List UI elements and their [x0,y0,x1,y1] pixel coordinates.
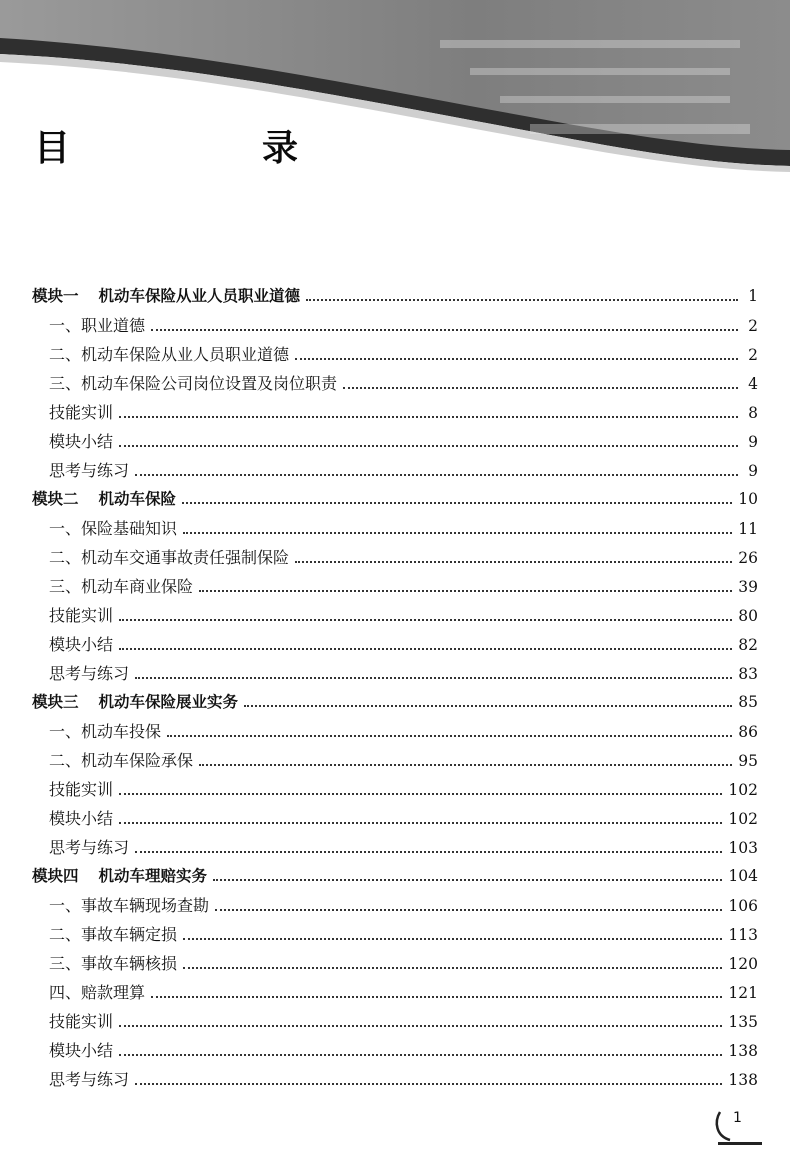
toc-page-number: 135 [728,1013,758,1031]
toc-leader-dots [135,850,722,853]
toc-module-number: 模块三 [32,693,79,711]
toc-entry-label: 模块小结 [49,432,114,451]
toc-page-number: 104 [728,867,758,885]
toc-entry-title [49,746,199,775]
toc-entry-title [49,514,183,543]
toc-page-number: 95 [738,752,758,770]
toc-leader-dots [135,1082,722,1085]
toc-entry-label: 模块小结 [49,809,114,828]
toc-entry-title [49,920,183,949]
toc-page-number: 9 [748,462,758,480]
toc-leader-dots [119,821,722,824]
toc-leader-dots [215,908,722,911]
toc-page-number: 121 [728,984,758,1002]
toc-section-entry [32,804,758,833]
toc-section-entry [32,1007,758,1036]
toc-entry-title [49,369,343,398]
toc-entry-label: 三、机动车保险公司岗位设置及岗位职责 [49,374,338,393]
toc-page-number: 85 [738,693,758,711]
toc-leader-dots [183,937,722,940]
toc-page-number: 39 [738,578,758,596]
toc-leader-dots [135,473,738,476]
toc-entry-label: 一、事故车辆现场查勘 [49,896,210,915]
toc-section-entry [32,833,758,862]
toc-entry-title [49,978,151,1007]
toc-page-number: 9 [748,433,758,451]
toc-section-entry [32,891,758,920]
toc-page-number: 11 [738,520,758,538]
toc-section-entry [32,920,758,949]
toc-entry-title [49,804,119,833]
toc-page-number: 80 [738,607,758,625]
toc-entry-title [49,1065,135,1094]
toc-section-entry [32,601,758,630]
toc-page-number: 102 [728,781,758,799]
toc-leader-dots [119,647,732,650]
toc-entry-title [49,1036,119,1065]
toc-entry-label: 机动车保险从业人员职业道德 [98,287,301,305]
toc-section-entry [32,717,758,746]
toc-page-number: 120 [728,955,758,973]
toc-module-number: 模块四 [32,867,79,885]
toc-page-number: 102 [728,810,758,828]
toc-leader-dots [151,328,738,331]
toc-entry-label: 一、机动车投保 [49,722,162,741]
table-of-contents [32,282,758,1094]
toc-entry-label: 技能实训 [49,1012,114,1031]
toc-leader-dots [183,531,732,534]
toc-page-number: 8 [748,404,758,422]
toc-section-entry [32,746,758,775]
toc-section-entry [32,572,758,601]
toc-entry-title [49,717,167,746]
toc-entry-title [49,601,119,630]
toc-entry-title [49,398,119,427]
toc-section-entry [32,949,758,978]
toc-leader-dots [182,501,732,504]
toc-section-entry [32,427,758,456]
toc-entry-title [32,282,306,311]
toc-entry-label: 三、事故车辆核损 [49,954,178,973]
toc-leader-dots [119,618,732,621]
toc-entry-title [32,688,244,717]
toc-page-number: 138 [728,1042,758,1060]
toc-entry-label: 模块小结 [49,635,114,654]
toc-section-entry [32,1036,758,1065]
toc-entry-title [49,775,119,804]
toc-module-entry [32,862,758,891]
toc-leader-dots [119,1024,722,1027]
toc-page-number: 83 [738,665,758,683]
toc-entry-label: 二、机动车保险承保 [49,751,194,770]
toc-entry-label: 二、机动车保险从业人员职业道德 [49,345,290,364]
toc-section-entry [32,659,758,688]
toc-module-number: 模块一 [32,287,79,305]
toc-leader-dots [167,734,732,737]
toc-entry-title [32,485,182,514]
toc-entry-label: 二、事故车辆定损 [49,925,178,944]
toc-entry-label: 思考与练习 [49,664,130,683]
toc-page-number: 103 [728,839,758,857]
toc-entry-label: 技能实训 [49,606,114,625]
toc-entry-label: 技能实训 [49,403,114,422]
toc-leader-dots [119,1053,722,1056]
toc-section-entry [32,1065,758,1094]
toc-entry-label: 机动车保险 [98,490,177,508]
toc-leader-dots [244,704,732,707]
toc-entry-title [49,340,295,369]
toc-section-entry [32,340,758,369]
toc-page-number: 2 [748,346,758,364]
toc-leader-dots [183,966,722,969]
toc-entry-title [49,427,119,456]
toc-page-number: 2 [748,317,758,335]
toc-section-entry [32,369,758,398]
toc-entry-label: 模块小结 [49,1041,114,1060]
toc-section-entry [32,456,758,485]
toc-page-number: 82 [738,636,758,654]
toc-page-number: 26 [738,549,758,567]
toc-section-entry [32,978,758,1007]
toc-section-entry [32,630,758,659]
toc-leader-dots [151,995,722,998]
toc-leader-dots [135,676,732,679]
toc-leader-dots [199,763,732,766]
toc-leader-dots [295,357,738,360]
toc-entry-title [49,630,119,659]
toc-entry-label: 一、职业道德 [49,316,146,335]
toc-leader-dots [119,792,722,795]
toc-entry-label: 思考与练习 [49,838,130,857]
toc-section-entry [32,543,758,572]
toc-page-number: 138 [728,1071,758,1089]
toc-leader-dots [199,589,732,592]
toc-entry-label: 二、机动车交通事故责任强制保险 [49,548,290,567]
toc-entry-label: 一、保险基础知识 [49,519,178,538]
toc-entry-label: 机动车理赔实务 [98,867,208,885]
toc-entry-label: 机动车保险展业实务 [98,693,239,711]
toc-entry-title [49,833,135,862]
toc-module-number: 模块二 [32,490,79,508]
toc-leader-dots [119,415,738,418]
toc-section-entry [32,398,758,427]
toc-leader-dots [343,386,738,389]
page-number: 1 [733,1110,742,1126]
toc-page-number: 10 [738,490,758,508]
toc-entry-label: 技能实训 [49,780,114,799]
toc-entry-title [49,311,151,340]
toc-page-number: 106 [728,897,758,915]
toc-entry-title [49,659,135,688]
page-title: 目 录 [34,128,377,169]
toc-entry-title [49,543,295,572]
toc-entry-label: 思考与练习 [49,1070,130,1089]
toc-entry-title [49,1007,119,1036]
toc-module-entry [32,485,758,514]
toc-section-entry [32,311,758,340]
toc-entry-title [32,862,213,891]
toc-page-number: 4 [748,375,758,393]
toc-module-entry [32,282,758,311]
toc-entry-label: 三、机动车商业保险 [49,577,194,596]
toc-entry-title [49,891,215,920]
toc-leader-dots [306,298,738,301]
toc-page-number: 86 [738,723,758,741]
toc-section-entry [32,775,758,804]
toc-module-entry [32,688,758,717]
toc-leader-dots [295,560,732,563]
toc-leader-dots [119,444,738,447]
toc-entry-title [49,949,183,978]
toc-entry-label: 思考与练习 [49,461,130,480]
toc-page-number: 113 [728,926,758,944]
toc-entry-title [49,456,135,485]
toc-page-number: 1 [748,287,758,305]
toc-entry-title [49,572,199,601]
toc-entry-label: 四、赔款理算 [49,983,146,1002]
toc-section-entry [32,514,758,543]
toc-leader-dots [213,878,722,881]
